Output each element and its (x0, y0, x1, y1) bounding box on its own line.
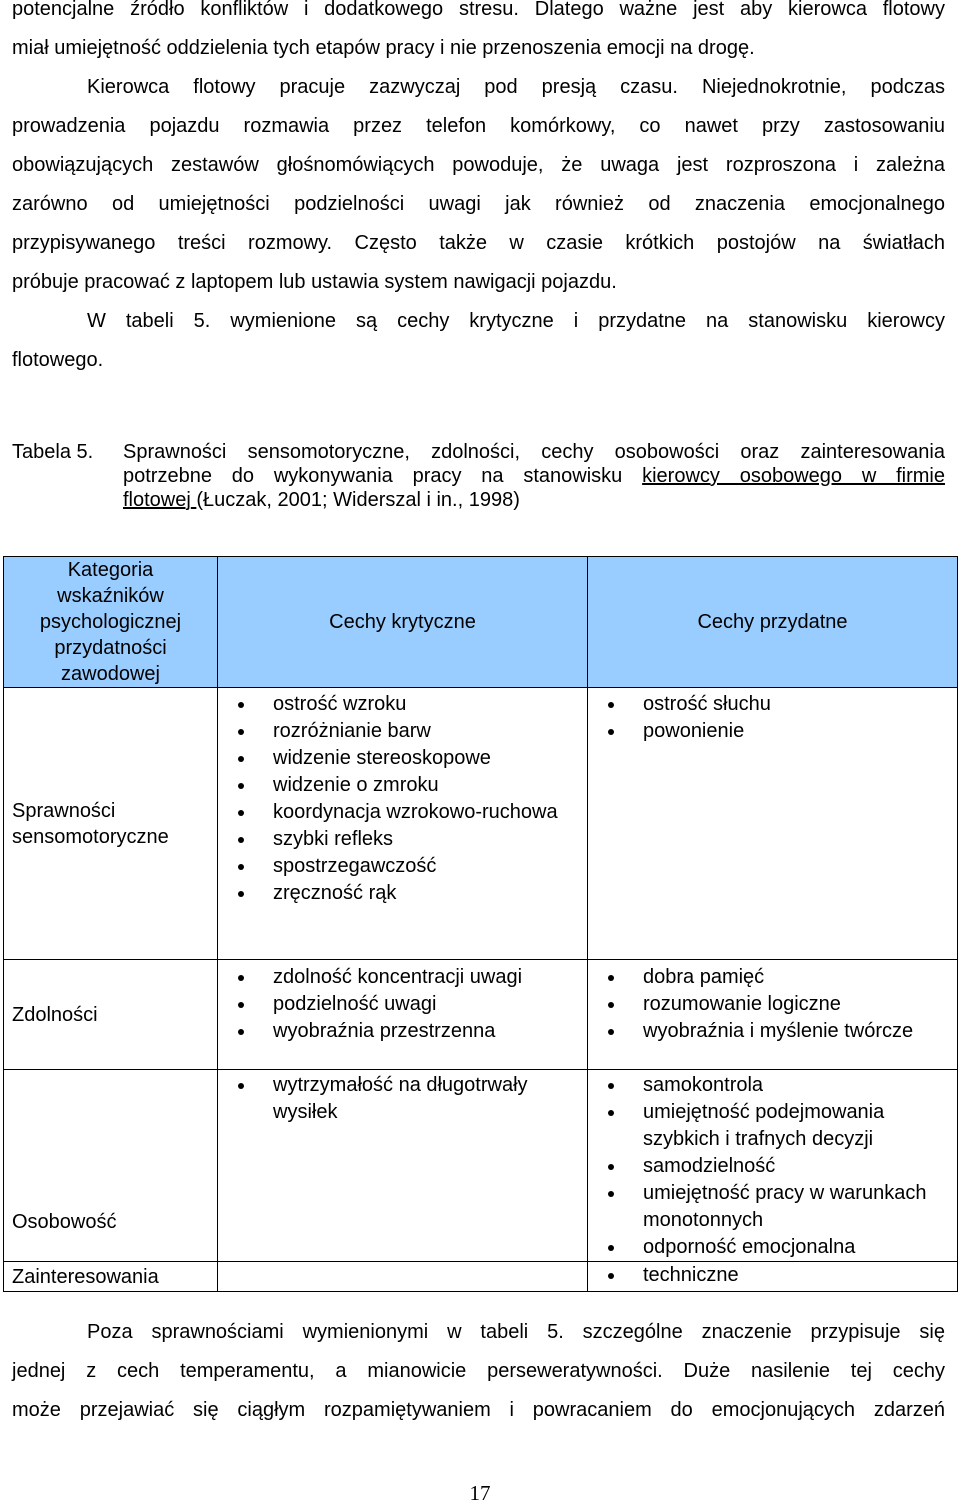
trait-item: szybki refleks (218, 826, 587, 853)
useful-cell (588, 1070, 958, 1262)
row-category: Osobowość (4, 1070, 218, 1262)
trait-item: rozróżnianie barw (218, 718, 587, 745)
trait-item: widzenie stereoskopowe (218, 745, 587, 772)
trait-item: zręczność rąk (218, 880, 587, 907)
caption-line: Sprawności sensomotoryczne, zdolności, cechy osobowości oraz zainteresowania (123, 441, 945, 463)
trait-item: podzielność uwagi (218, 991, 587, 1018)
useful-cell (588, 688, 958, 960)
trait-item: ostrość wzroku (218, 691, 587, 718)
outro-line: jednej z cech temperamentu, a mianowicie perseweratywności. Duże nasilenie tej cechy (12, 1360, 945, 1382)
trait-item: wyobraźnia i myślenie twórcze (588, 1018, 957, 1045)
intro-line: próbuje pracować z laptopem lub ustawia system nawigacji pojazdu. (12, 271, 617, 293)
intro-line: W tabeli 5. wymienione są cechy krytyczne i przydatne na stanowisku kierowcy (87, 310, 945, 332)
trait-item: spostrzegawczość (218, 853, 587, 880)
outro-line: Poza sprawnościami wymienionymi w tabeli 5. szczególne znaczenie przypisuje się (87, 1321, 945, 1343)
row-category: Zdolności (4, 960, 218, 1070)
intro-paragraphs (12, 0, 945, 390)
intro-line: obowiązujących zestawów głośnomówiących powoduje, że uwaga jest rozproszona i zależna (12, 154, 945, 176)
trait-item: widzenie o zmroku (218, 772, 587, 799)
useful-cell (588, 960, 958, 1070)
row-category: Sprawności sensomotoryczne (4, 688, 218, 960)
trait-item: techniczne (588, 1262, 957, 1289)
intro-line: prowadzenia pojazdu rozmawia przez telefon komórkowy, co nawet przy zastosowaniu (12, 115, 945, 137)
caption-line: flotowej (Łuczak, 2001; Widerszal i in., 1998) (123, 489, 520, 511)
outro-paragraph (12, 1323, 945, 1440)
intro-line: miał umiejętność oddzielenia tych etapów pracy i nie przenoszenia emocji na drogę. (12, 37, 755, 59)
table-row (4, 688, 958, 960)
table-row (4, 1070, 958, 1262)
page-number: 17 (469, 1481, 491, 1505)
trait-item: umiejętność podejmowania szybkich i trafnych decyzji (588, 1099, 957, 1153)
intro-line: zarówno od umiejętności podzielności uwagi jak również od znaczenia emocjonalnego (12, 193, 945, 215)
table-header-row (4, 557, 958, 688)
trait-item: dobra pamięć (588, 964, 957, 991)
table-row (4, 960, 958, 1070)
outro-line: może przejawiać się ciągłym rozpamiętywaniem i powracaniem do emocjonujących zdarzeń (12, 1399, 945, 1421)
trait-item: wyobraźnia przestrzenna (218, 1018, 587, 1045)
table-row (4, 1262, 958, 1292)
caption-line: potrzebne do wykonywania pracy na stanowisku kierowcy osobowego w firmie (123, 465, 945, 487)
intro-line: Kierowca flotowy pracuje zazwyczaj pod presją czasu. Niejednokrotnie, podczas (87, 76, 945, 98)
trait-item: powonienie (588, 718, 957, 745)
caption-label: Tabela 5. (12, 441, 94, 463)
critical-cell (218, 960, 588, 1070)
trait-item: odporność emocjonalna (588, 1234, 957, 1261)
trait-item: rozumowanie logiczne (588, 991, 957, 1018)
table-caption (12, 440, 945, 512)
trait-item: samokontrola (588, 1072, 957, 1099)
useful-cell (588, 1262, 958, 1292)
trait-item: zdolność koncentracji uwagi (218, 964, 587, 991)
critical-cell (218, 688, 588, 960)
caption-underlined: flotowej (123, 489, 191, 511)
intro-line: przypisywanego treści rozmowy. Często także w czasie krótkich postojów na światłach (12, 232, 945, 254)
header-critical: Cechy krytyczne (218, 557, 588, 688)
traits-table (3, 556, 958, 1292)
trait-item: koordynacja wzrokowo-ruchowa (218, 799, 587, 826)
header-useful: Cechy przydatne (588, 557, 958, 688)
header-category: Kategoria wskaźników psychologicznej przydatności zawodowej (4, 557, 218, 688)
trait-item: umiejętność pracy w warunkach monotonnych (588, 1180, 957, 1234)
row-category: Zainteresowania (4, 1262, 218, 1292)
critical-cell (218, 1262, 588, 1292)
trait-item: ostrość słuchu (588, 691, 957, 718)
intro-line: potencjalne źródło konfliktów i dodatkowego stresu. Dlatego ważne jest aby kierowca flotowy (12, 0, 945, 20)
intro-line: flotowego. (12, 349, 104, 371)
critical-cell (218, 1070, 588, 1262)
trait-item: samodzielność (588, 1153, 957, 1180)
caption-underlined: kierowcy osobowego w firmie (642, 465, 945, 487)
trait-item: wytrzymałość na długotrwały wysiłek (218, 1072, 587, 1126)
